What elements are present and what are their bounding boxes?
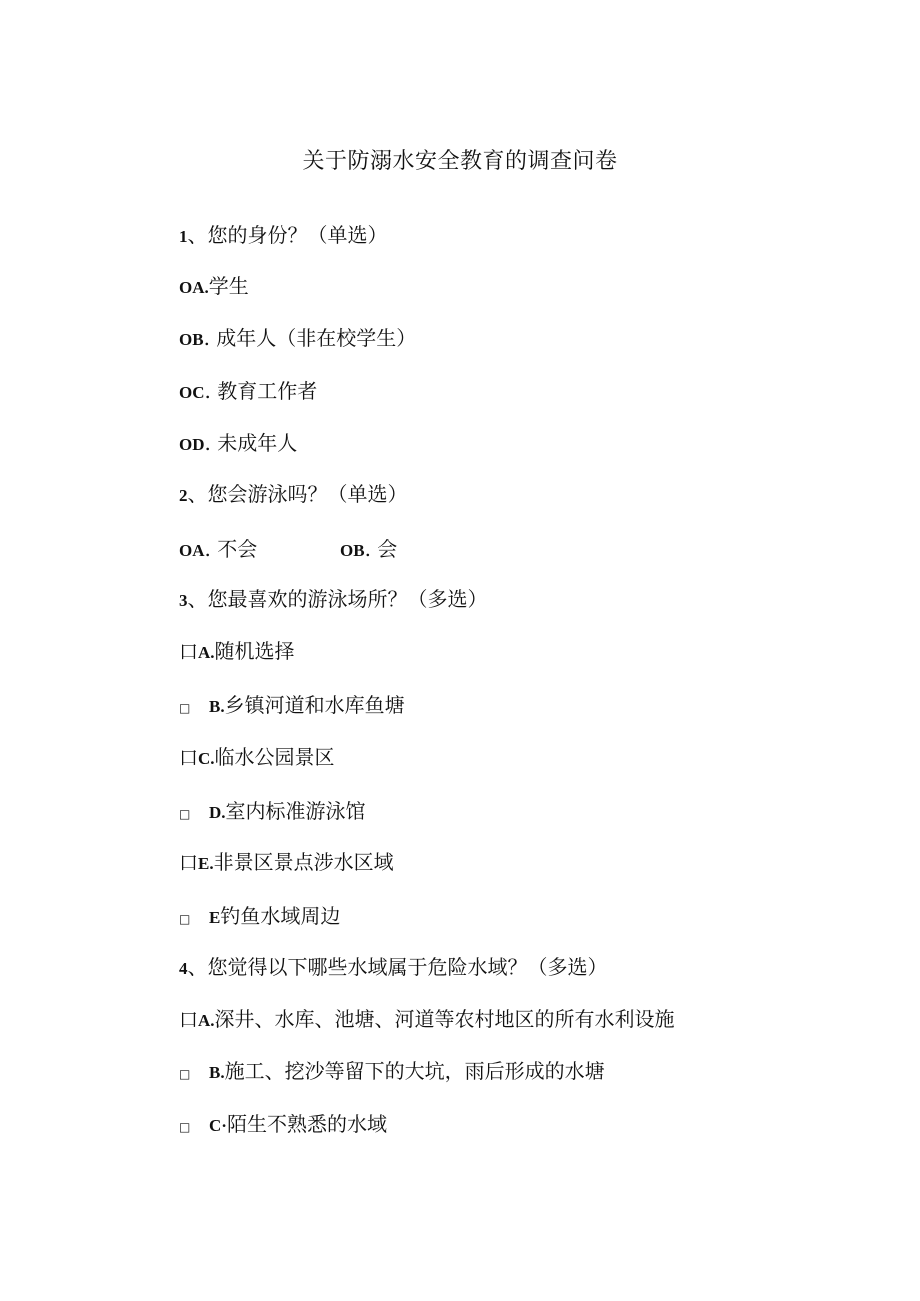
option-q3-e[interactable] [179, 848, 394, 878]
option-marker: E [209, 908, 221, 927]
option-q2-a[interactable] [179, 535, 257, 565]
question-text: 您觉得以下哪些水域属于危险水域？（多选） [207, 955, 608, 979]
question-4 [179, 953, 608, 983]
checkbox[interactable]: 口 [179, 641, 199, 663]
option-q3-c[interactable] [179, 743, 335, 773]
option-marker: OA. [179, 278, 209, 297]
checkbox[interactable]: □ [179, 912, 191, 926]
option-q4-b[interactable] [179, 1057, 605, 1088]
checkbox[interactable]: 口 [179, 1009, 199, 1031]
option-text: 施工、挖沙等留下的大坑，雨后形成的水塘 [224, 1059, 605, 1083]
option-marker: B. [209, 1063, 225, 1082]
question-1 [179, 221, 388, 251]
checkbox[interactable]: □ [179, 1120, 191, 1134]
question-2 [179, 480, 408, 510]
option-text: . 会 [364, 537, 398, 561]
option-text: 随机选择 [214, 639, 295, 663]
option-marker: OB [179, 330, 204, 349]
option-text: 乡镇河道和水库鱼塘 [224, 693, 405, 717]
page-title: 关于防溺水安全教育的调查问卷 [302, 149, 618, 174]
option-text: 非景区景点涉水区域 [213, 850, 394, 874]
option-q1-d[interactable] [179, 429, 297, 459]
option-text: 临水公园景区 [214, 745, 335, 769]
option-marker: E. [198, 854, 214, 873]
option-text: 学生 [208, 274, 249, 298]
option-text: . 成年人（非在校学生） [203, 326, 417, 350]
question-separator: 、 [187, 955, 208, 979]
question-3 [179, 585, 488, 615]
checkbox[interactable]: □ [179, 807, 191, 821]
checkbox[interactable]: 口 [179, 852, 199, 874]
checkbox[interactable]: 口 [179, 747, 199, 769]
option-text: . 未成年人 [204, 431, 298, 455]
checkbox[interactable]: □ [179, 1067, 191, 1081]
option-q4-a[interactable] [179, 1005, 675, 1035]
option-marker: B. [209, 697, 225, 716]
question-separator: 、 [187, 482, 208, 506]
option-marker: OA [179, 541, 205, 560]
option-marker: A. [198, 1011, 215, 1030]
option-q3-b[interactable] [179, 691, 405, 722]
option-marker: D. [209, 803, 226, 822]
question-separator: 、 [187, 587, 208, 611]
option-q2-b[interactable] [340, 535, 397, 565]
option-q4-c[interactable] [179, 1110, 387, 1141]
option-q3-d[interactable] [179, 797, 366, 828]
question-text: 您的身份？（单选） [207, 223, 388, 247]
option-marker: OB [340, 541, 365, 560]
question-number: 3 [179, 591, 188, 610]
option-text: 陌生不熟悉的水域 [226, 1112, 387, 1136]
option-marker: A. [198, 643, 215, 662]
option-marker: C. [198, 749, 215, 768]
option-text: . 教育工作者 [204, 379, 318, 403]
option-q1-b[interactable] [179, 324, 416, 354]
option-q3-f[interactable] [179, 902, 340, 933]
option-text: 钓鱼水域周边 [220, 904, 341, 928]
option-marker: OC [179, 383, 205, 402]
option-text: 室内标准游泳馆 [225, 799, 366, 823]
option-text: 深井、水库、池塘、河道等农村地区的所有水利设施 [214, 1007, 675, 1031]
question-text: 您会游泳吗？（单选） [207, 482, 408, 506]
option-q1-c[interactable] [179, 377, 317, 407]
option-marker: OD [179, 435, 205, 454]
checkbox[interactable]: □ [179, 701, 191, 715]
question-separator: 、 [187, 223, 208, 247]
question-number: 2 [179, 486, 188, 505]
option-marker: C· [209, 1116, 227, 1135]
option-q1-a[interactable] [179, 272, 249, 302]
question-text: 您最喜欢的游泳场所？（多选） [207, 587, 488, 611]
option-text: . 不会 [204, 537, 258, 561]
option-q3-a[interactable] [179, 637, 295, 667]
question-number: 1 [179, 227, 188, 246]
question-number: 4 [179, 959, 188, 978]
